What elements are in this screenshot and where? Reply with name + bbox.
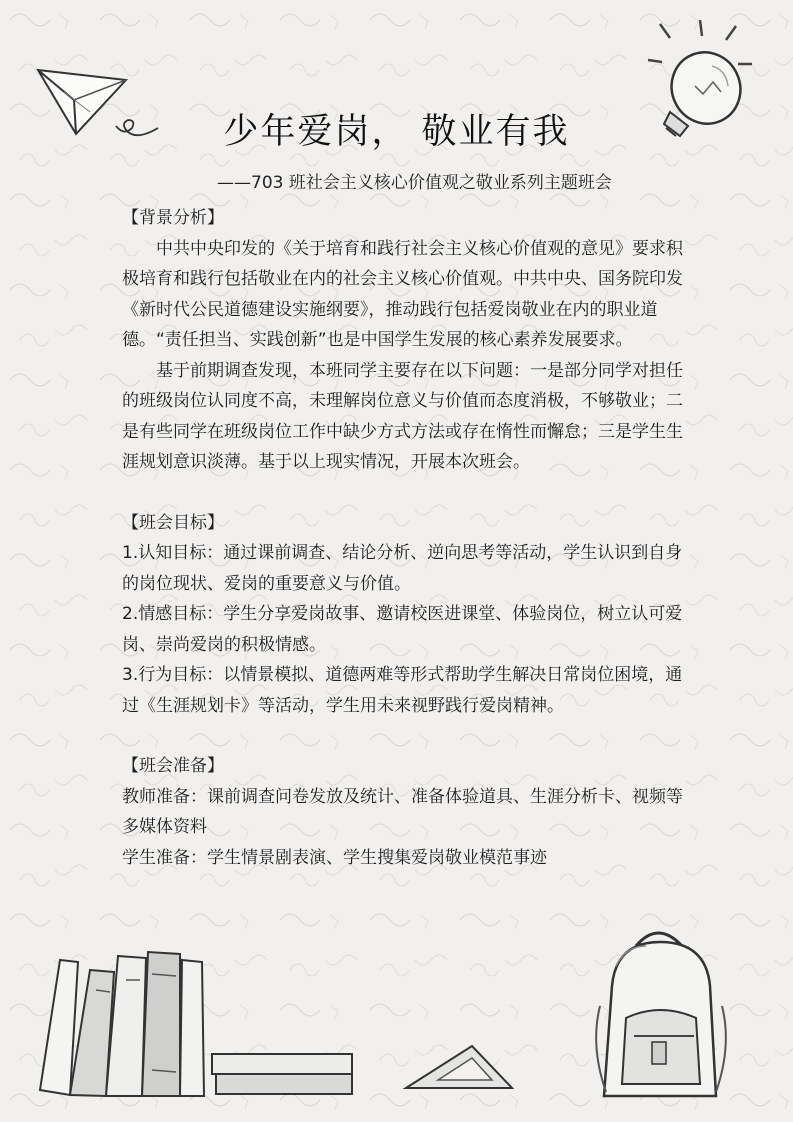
background-paragraph: 基于前期调查发现，本班同学主要存在以下问题：一是部分同学对担任的班级岗位认同度不高，未理解岗位意义与价值而态度消极，不够敬业；二是有些同学在班级岗位工作中缺少方式方法或存在惰性而懈怠；三是学生生涯规划意识淡薄。基于以上现实情况，开展本次班会。 [122,360,683,472]
backpack-icon [586,926,736,1106]
goal-item: 2.情感目标：学生分享爱岗故事、邀请校医进课堂、体验岗位，树立认可爱岗、崇尚爱岗的积极情感。 [122,604,683,655]
section-heading-goals: 【班会目标】 [122,512,224,533]
goal-item: 1.认知目标：通过课前调查、结论分析、逆向思考等活动，学生认识到自身的岗位现状、爱岗的重要意义与价值。 [122,543,683,594]
preparation-item: 学生准备：学生情景剧表演、学生搜集爱岗敬业模范事迹 [122,847,547,868]
goal-item: 3.行为目标：以情景模拟、道德两难等形式帮助学生解决日常岗位困境，通过《生涯规划卡》等活动，学生用未来视野践行爱岗精神。 [122,665,683,716]
triangle-ruler-icon [400,1040,520,1096]
section-heading-preparation: 【班会准备】 [122,756,224,776]
document-body [122,203,690,873]
section-heading-background: 【背景分析】 [122,208,224,228]
preparation-item: 教师准备：课前调查问卷发放及统计、准备体验道具、生涯分析卡、视频等多媒体资料 [122,786,683,837]
page-title: 少年爱岗， 敬业有我 [223,112,570,152]
books-icon [30,950,365,1100]
background-paragraph: 中共中央印发的《关于培育和践行社会主义核心价值观的意见》要求积极培育和践行包括敬业在内的社会主义核心价值观。中共中央、国务院印发《新时代公民道德建设实施纲要》，推动践行包括爱岗敬业在内的职业道德。“责任担当、实践创新”也是中国学生发展的核心素养发展要求。 [122,238,683,350]
page-subtitle: ——703 班社会主义核心价值观之敬业系列主题班会 [217,173,612,193]
